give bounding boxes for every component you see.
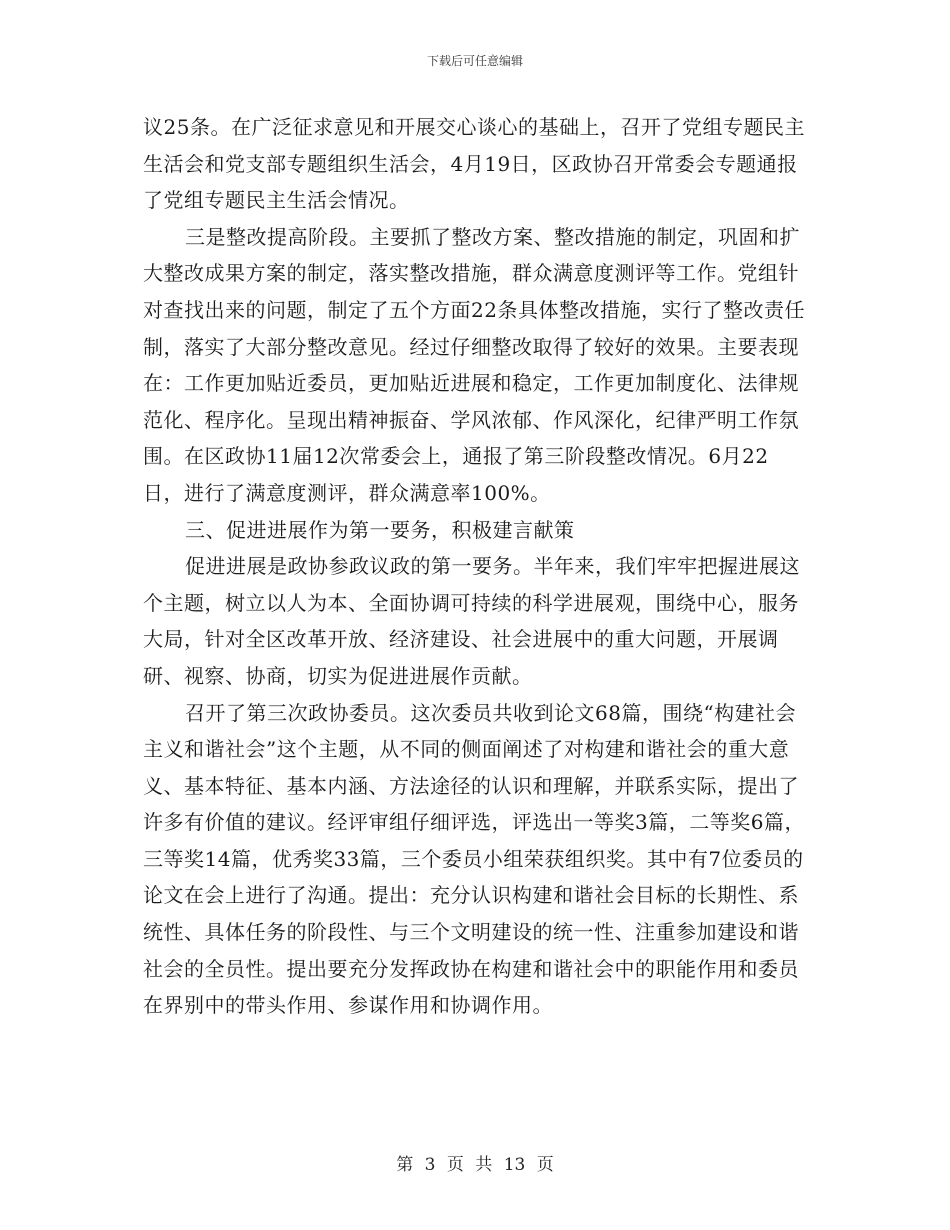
paragraph-3: 促进进展是政协参政议政的第一要务。半年来，我们牢牢把握进展这个主题，树立以人为本、全面协调可持续的科学进展观，围绕中心，服务大局，针对全区改革开放、经济建设、社会进展中的重大问题，开展调研、视察、协商，切实为促进进展作贡献。 bbox=[143, 554, 800, 688]
page-number: 第 3 页 共 13 页 bbox=[396, 1155, 554, 1175]
document-body bbox=[143, 109, 809, 1024]
section-heading: 三、促进进展作为第一要务，积极建言献策 bbox=[185, 517, 575, 542]
paragraph-2: 三是整改提高阶段。主要抓了整改方案、整改措施的制定，巩固和扩大整改成果方案的制定，落实整改措施，群众满意度测评等工作。党组针对查找出来的问题，制定了五个方面22条具体整改措施，实行了整改责任制，落实了大部分整改意见。经过仔细整改取得了较好的效果。主要表现在：工作更加贴近委员，更加贴近进展和稳定，工作更加制度化、法律规范化、程序化。呈现出精神振奋、学风浓郁、作风深化，纪律严明工作氛围。在区政协11届12次常委会上，通报了第三阶段整改情况。6月22日，进行了满意度测评，群众满意率100%。 bbox=[143, 224, 805, 505]
paragraph-1: 议25条。在广泛征求意见和开展交心谈心的基础上，召开了党组专题民主生活会和党支部专题组织生活会，4月19日，区政协召开常委会专题通报了党组专题民主生活会情况。 bbox=[143, 115, 805, 213]
paragraph-4: 召开了第三次政协委员。这次委员共收到论文68篇，围绕“构建社会主义和谐社会”这个主题，从不同的侧面阐述了对构建和谐社会的重大意义、基本特征、基本内涵、方法途径的认识和理解，并联系实际，提出了许多有价值的建议。经评审组仔细评选，评选出一等奖3篇，二等奖6篇，三等奖14篇，优秀奖33篇，三个委员小组荣获组织奖。其中有7位委员的论文在会上进行了沟通。提出：充分认识构建和谐社会目标的长期性、系统性、具体任务的阶段性、与三个文明建设的统一性、注重参加建设和谐社会的全员性。提出要充分发挥政协在构建和谐社会中的职能作用和委员在界别中的带头作用、参谋作用和协调作用。 bbox=[143, 700, 805, 1018]
page-header-note: 下载后可任意编辑 bbox=[426, 54, 523, 68]
